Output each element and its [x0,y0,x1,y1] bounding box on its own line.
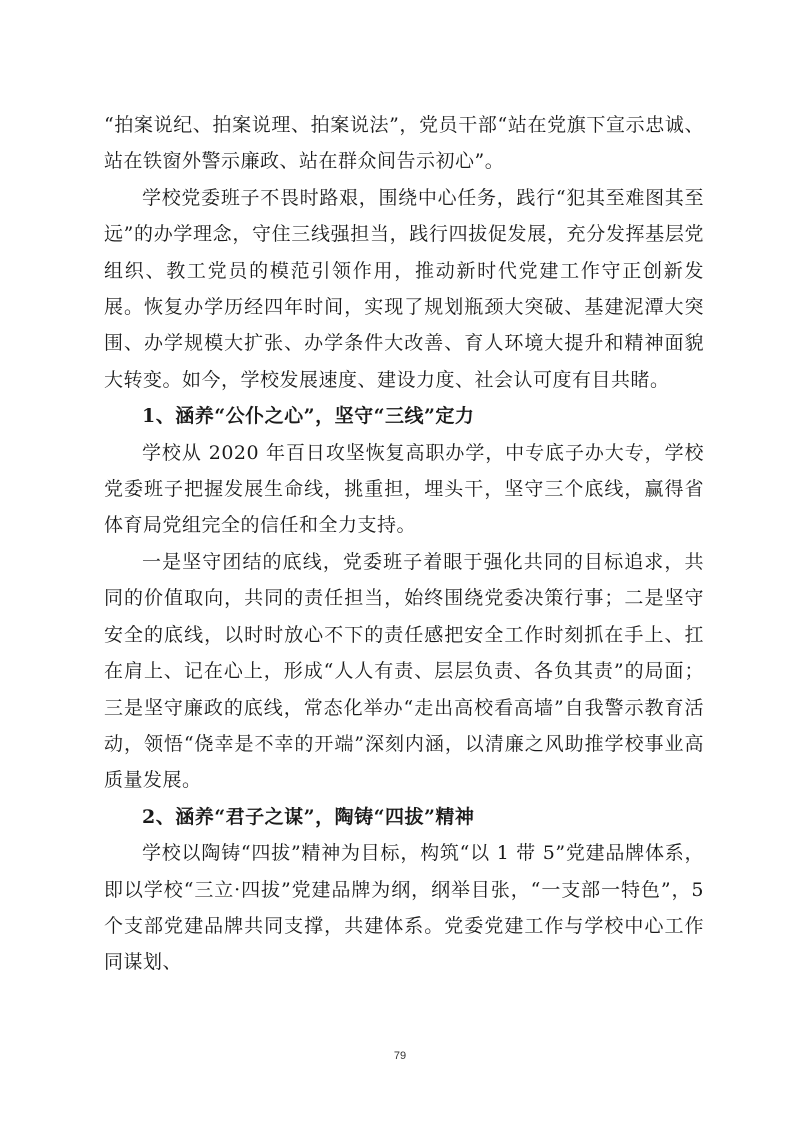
document-body [104,107,704,981]
section-heading-1: 1、涵养“公仆之心”，坚守“三线”定力 [142,405,475,428]
section-heading-2: 2、涵养“君子之谋”，陶铸“四拔”精神 [142,805,475,828]
paragraph-school-recovery: 学校从 2020 年百日攻坚恢复高职办学，中专底子办大专，学校党委班子把握发展生命线，挑重担，埋头干，坚守三个底线，赢得省体育局党组完全的信任和全力支持。 [104,441,704,537]
paragraph-continuation: “拍案说纪、拍案说理、拍案说法”，党员干部“站在党旗下宣示忠诚、站在铁窗外警示廉政、站在群众间告示初心”。 [104,114,704,173]
paragraph-party-committee: 学校党委班子不畏时路艰，围绕中心任务，践行“犯其至难图其至远”的办学理念，守住三线强担当，践行四拔促发展，充分发挥基层党组织、教工党员的模范引领作用，推动新时代党建工作守正创新发展。恢复办学历经四年时间，实现了规划瓶颈大突破、基建泥潭大突围、办学规模大扩张、办学条件大改善、育人环境大提升和精神面貌大转变。如今，学校发展速度、建设力度、社会认可度有目共睹。 [104,186,704,391]
paragraph-brand-system: 学校以陶铸“四拔”精神为目标，构筑“以 1 带 5”党建品牌体系，即以学校“三立·四拔”党建品牌为纲，纲举目张，“一支部一特色”，5 个支部党建品牌共同支撑，共建体系。党委党建工作与学校中心工作同谋划、 [104,842,704,974]
page-number: 79 [393,1050,407,1062]
paragraph-three-bottom-lines: 一是坚守团结的底线，党委班子着眼于强化共同的目标追求，共同的价值取向，共同的责任担当，始终围绕党委决策行事；二是坚守安全的底线，以时时放心不下的责任感把安全工作时刻抓在手上、扛在肩上、记在心上，形成“人人有责、层层负责、各负其责”的局面；三是坚守廉政的底线，常态化举办“走出高校看高墙”自我警示教育活动，领悟“侥幸是不幸的开端”深刻内涵，以清廉之风助推学校事业高质量发展。 [104,550,704,792]
